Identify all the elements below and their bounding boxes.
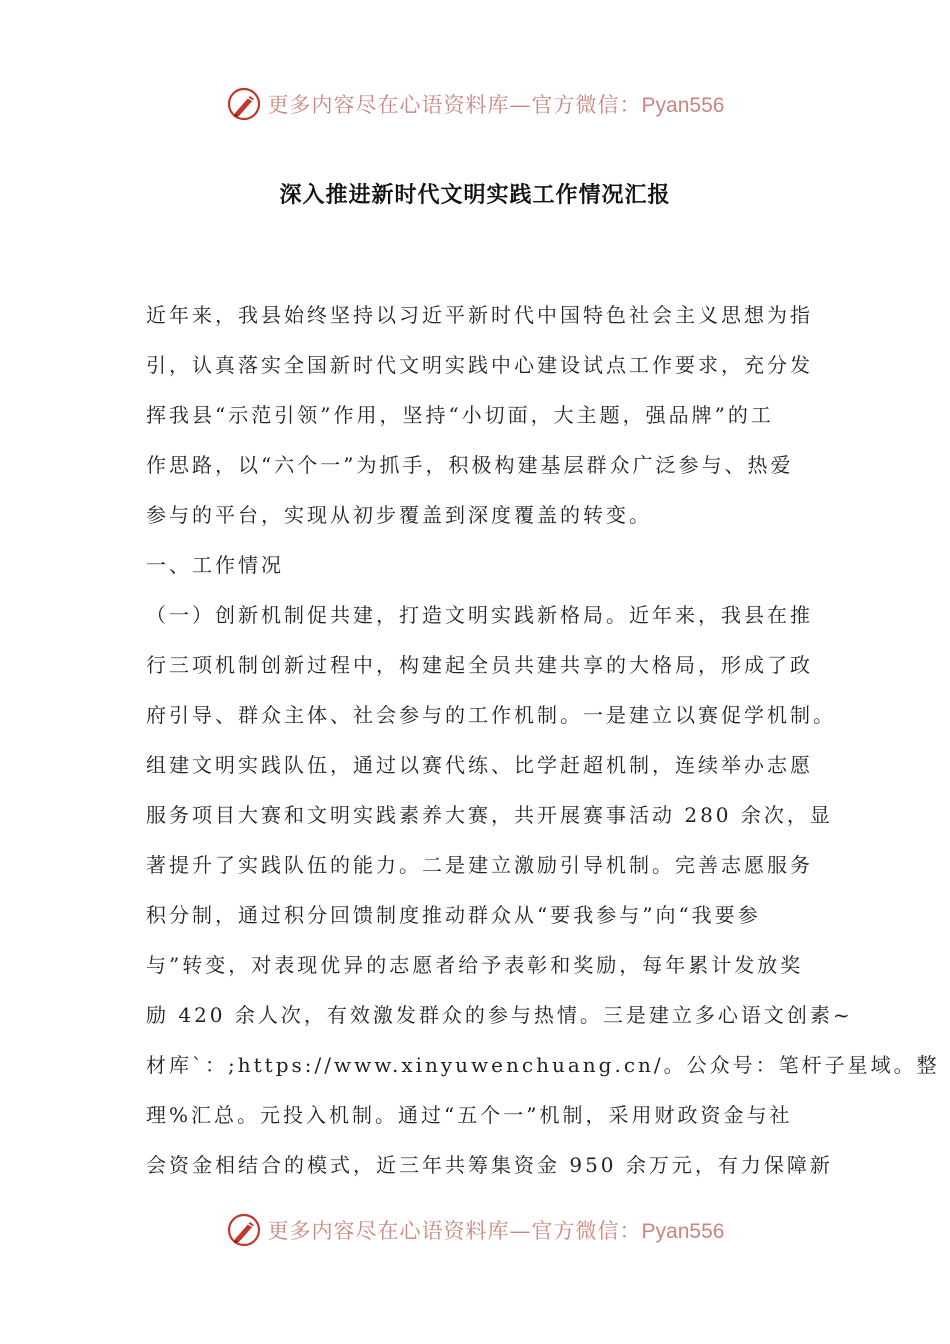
watermark-text: 更多内容尽在心语资料库—官方微信：Pyan556: [267, 1219, 725, 1243]
text-line: 励 420 余人次，有效激发群众的参与热情。三是建立多心语文创素~: [146, 1003, 853, 1027]
header-watermark-banner: [0, 82, 950, 126]
wechat-id: Pyan556: [641, 94, 725, 117]
document-body: [146, 290, 940, 1190]
text-line: 引，认真落实全国新时代文明实践中心建设试点工作要求，充分发: [146, 353, 813, 377]
document-title: 深入推进新时代文明实践工作情况汇报: [279, 183, 671, 208]
text-line: 参与的平台，实现从初步覆盖到深度覆盖的转变。: [146, 503, 652, 527]
text-line: 著提升了实践队伍的能力。二是建立激励引导机制。完善志愿服务: [146, 853, 813, 877]
brand-logo-icon: [226, 1212, 262, 1248]
wechat-id: Pyan556: [641, 1220, 725, 1243]
text-line: 行三项机制创新过程中，构建起全员共建共享的大格局，形成了政: [146, 653, 813, 677]
text-line: 材库`：;https://www.xinyuwenchuang.cn/。公众号：笔杆子星域。整: [146, 1053, 940, 1077]
section-heading: 一、工作情况: [146, 553, 284, 577]
brand-logo-icon: [226, 86, 262, 122]
text-line: 作思路，以“六个一”为抓手，积极构建基层群众广泛参与、热爱: [146, 453, 794, 477]
watermark-text: 更多内容尽在心语资料库—官方微信：Pyan556: [267, 93, 725, 117]
text-line: 近年来，我县始终坚持以习近平新时代中国特色社会主义思想为指: [146, 303, 813, 327]
text-line: 服务项目大赛和文明实践素养大赛，共开展赛事活动 280 余次，显: [146, 803, 833, 827]
text-line: 组建文明实践队伍，通过以赛代练、比学赶超机制，连续举办志愿: [146, 753, 813, 777]
text-line: 府引导、群众主体、社会参与的工作机制。一是建立以赛促学机制。: [146, 703, 836, 727]
footer-watermark-banner: [0, 1208, 950, 1252]
text-line: 与”转变，对表现优异的志愿者给予表彰和奖励，每年累计发放奖: [146, 953, 804, 977]
text-line: 积分制，通过积分回馈制度推动群众从“要我参与”向“我要参: [146, 903, 761, 927]
text-line: 理%汇总。元投入机制。通过“五个一”机制，采用财政资金与社: [146, 1103, 793, 1127]
text-line: 会资金相结合的模式，近三年共筹集资金 950 余万元，有力保障新: [146, 1153, 833, 1177]
text-line: 挥我县“示范引领”作用，坚持“小切面，大主题，强品牌”的工: [146, 403, 774, 427]
text-line: （一）创新机制促共建，打造文明实践新格局。近年来，我县在推: [146, 603, 813, 627]
